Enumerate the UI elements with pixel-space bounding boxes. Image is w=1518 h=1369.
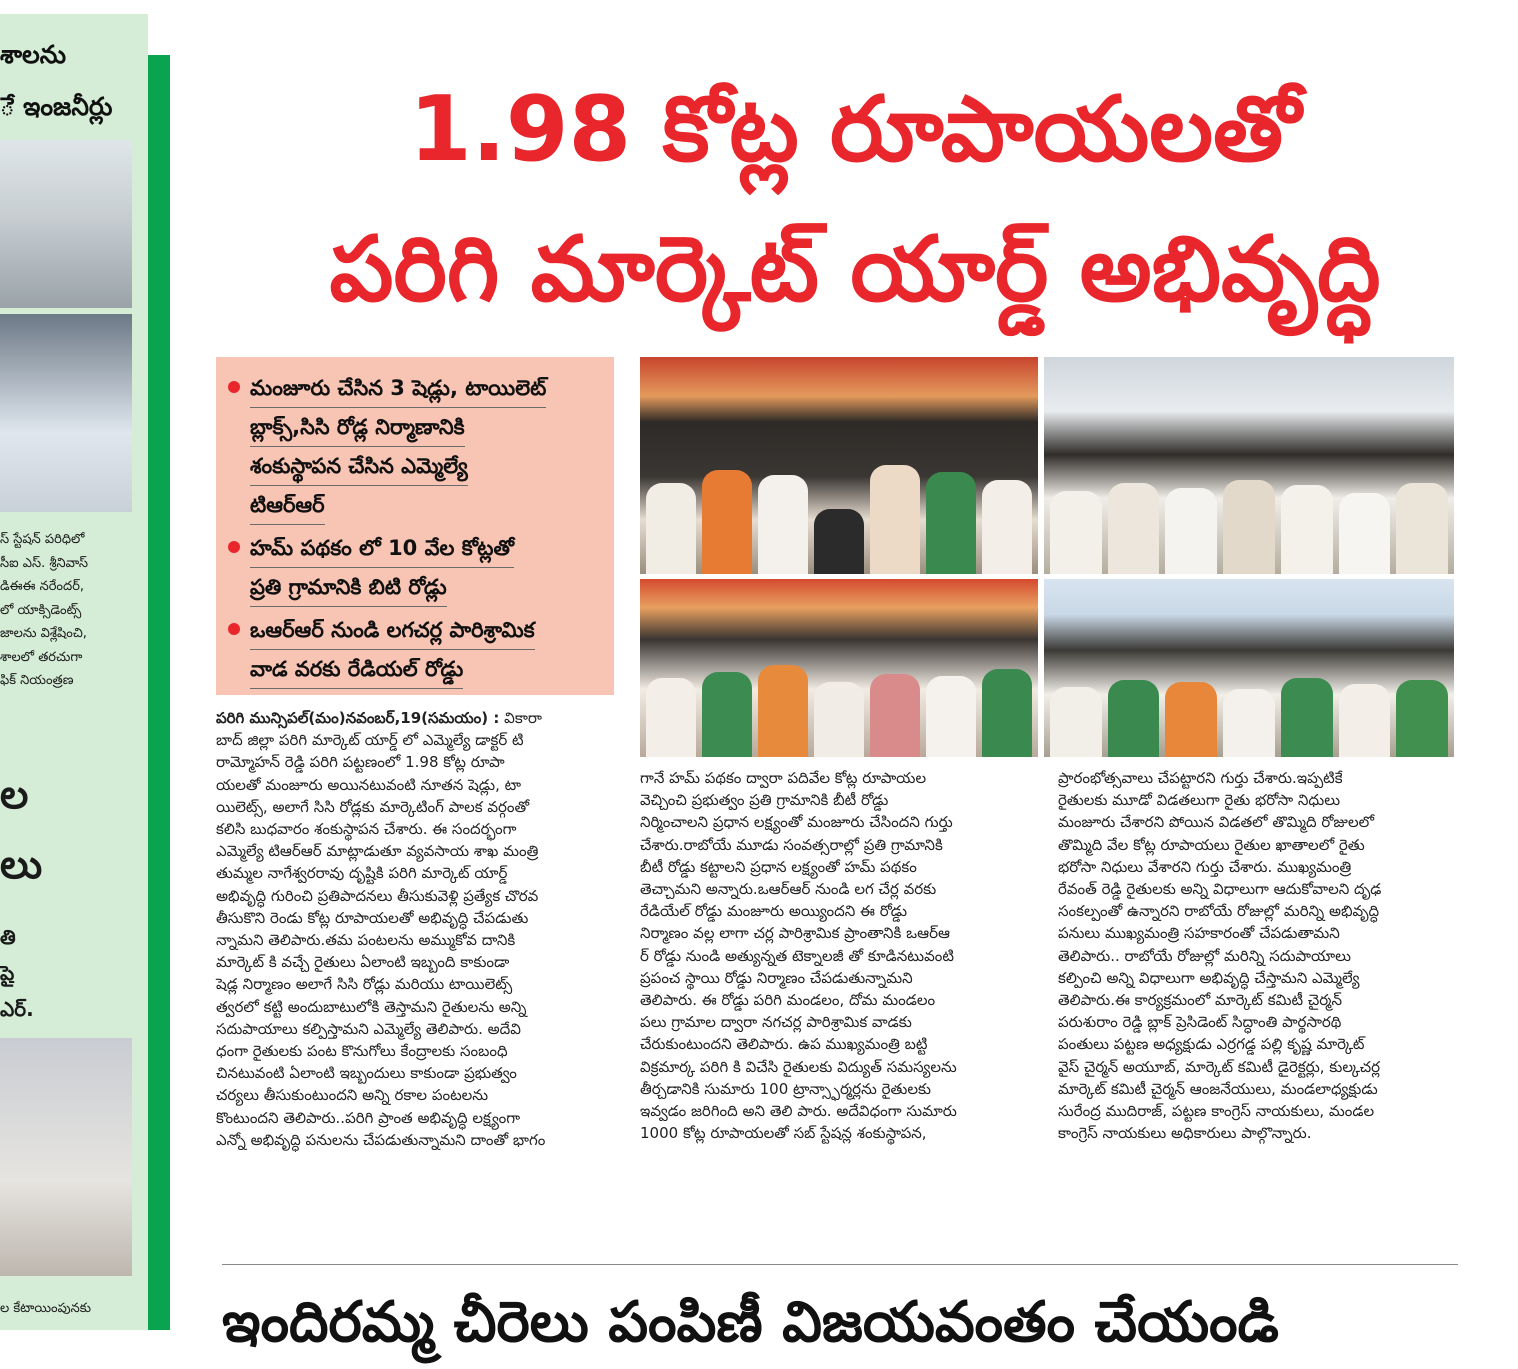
event-photo-inauguration bbox=[640, 579, 1038, 757]
highlight-item: మంజూరు చేసిన 3 షెడ్లు, టాయిలెట్ బ్లాక్స్,సిసి రోడ్ల నిర్మాణానికి శంకుస్థాపన చేసిన ఎమ్మెల్యే టిఆర్ఆర్ bbox=[226, 369, 602, 525]
sidebar-big-headline-1: ల bbox=[0, 772, 29, 818]
sidebar-big-headline-2: లు bbox=[0, 842, 43, 888]
article-column-3: ప్రారంభోత్సవాలు చేపట్టారని గుర్తు చేశారు.ఇప్పటికే రైతులకు మూడో విడతలుగా రైతు భరోసా నిధులు మంజూరు చేశారని పోయిన విడతలో తొమ్మిది రోజులలో తొమ్మిది వేల కోట్ల రూపాయలు రైతుల ఖాతాలలో రైతు భరోసా నిధులు వేశారని గుర్తు చేశారు. ముఖ్యమంత్రి రేవంత్ రెడ్డి రైతులకు అన్ని విధాలుగా ఆదుకోవాలని దృఢ సంకల్పంతో ఉన్నారని రాబోయే రోజుల్లో మరిన్ని అభివృద్ధి పనులు ముఖ్యమంత్రి సహకారంతో చేపడుతామని తెలిపారు.. రాబోయే రోజుల్లో మరిన్ని సదుపాయాలు కల్పించి అన్ని విధాలుగా అభివృద్ధి చేస్తామని ఎమ్మెల్యే తెలిపారు.ఈ కార్యక్రమంలో మార్కెట్ కమిటీ చైర్మన్ పరుశురాం రెడ్డి బ్లాక్ ప్రెసిడెంట్ సిద్ధాంతి పార్థసారథి పంతులు పట్టణ అధ్యక్షుడు ఎర్రగడ్డ పల్లి కృష్ణ మార్కెట్ వైస్ చైర్మన్ అయూబ్, మార్కెట్ కమిటీ డైరెక్టర్లు, కుల్కచర్ల మార్కెట్ కమిటీ చైర్మన్ ఆంజనేయులు, మండలాధ్యక్షుడు సురేంద్ర ముదిరాజ్, పట్టణ కాంగ్రెస్ నాయకులు, మండల కాంగ్రెస్ నాయకులు అధికారులు పాల్గొన్నారు. bbox=[1058, 769, 1382, 1143]
sidebar-photo-traffic-police bbox=[0, 140, 132, 308]
sidebar-photo-office bbox=[0, 1038, 132, 1276]
event-photo-foundation-stone bbox=[640, 357, 1038, 574]
event-photo-group bbox=[1044, 357, 1454, 574]
bullet-icon bbox=[228, 541, 240, 553]
section-divider bbox=[222, 1264, 1458, 1265]
green-column-divider bbox=[148, 55, 170, 1330]
next-story-headline: ఇందిరమ్మ చీరెలు పంపిణీ విజయవంతం చేయండి bbox=[222, 1290, 1279, 1355]
headline-line2: పరిగి మార్కెట్ యార్డ్ అభివృద్ధి bbox=[329, 217, 1381, 322]
highlights-box bbox=[216, 357, 614, 695]
dateline: పరిగి మున్సిపల్(మం)నవంబర్,19(సమయం) : bbox=[216, 709, 500, 727]
sidebar-subhead: తి పై ఎర్. bbox=[0, 925, 34, 1021]
article-column-2: గానే హమ్ పథకం ద్వారా పదివేల కోట్ల రూపాయల వెచ్చించి ప్రభుత్వం ప్రతి గ్రామానికి బీటీ రోడ్డు నిర్మించాలని ప్రధాన లక్ష్యంతో మంజూరు చేసిందని గుర్తు చేశారు.రాబోయే మూడు సంవత్సరాల్లో ప్రతి గ్రామానికి బీటీ రోడ్డు కట్టాలని ప్రధాన లక్ష్యంతో హమ్ పథకం తెచ్చామని అన్నారు.ఒఆర్ఆర్ నుండి లగ చేర్ల వరకు రేడియేల్ రోడ్డు మంజూరు అయ్యిందని ఈ రోడ్డు నిర్మాణం వల్ల లాగా చర్ల పారిశ్రామిక ప్రాంతానికి ఒఆర్ఆ ర్ రోడ్డు నుండి అత్యున్నత టెక్నాలజీ తో కూడినటువంటి ప్రపంచ స్థాయి రోడ్డు నిర్మాణం చేపడుతున్నామని తెలిపారు. ఈ రోడ్డు పరిగి మండలం, దోమ మండలం పలు గ్రామాల ద్వారా నగచర్ల పారిశ్రామిక వాడకు చేరుకుంటుందని తెలిపారు. ఉప ముఖ్యమంత్రి బట్టి విక్రమార్క పరిగి కి విచేసి రైతులకు విద్యుత్ సమస్యలను తీర్చడానికి సుమారు 100 ట్రాన్స్ఫార్మర్లను రైతులకు ఇవ్వడం జరిగింది అని తెలి పారు. అదేవిధంగా సుమారు 1000 కోట్ల రూపాయలతో సబ్ స్టేషన్ల శంకుస్థాపన, bbox=[640, 769, 957, 1143]
article-column-1: పరిగి మున్సిపల్(మం)నవంబర్,19(సమయం) : వికారా బాద్ జిల్లా పరిగి మార్కెట్ యార్డ్ లో ఎమ్మెల్యే డాక్టర్ టి రామ్మోహన్ రెడ్డి పరిగి పట్టణంలో 1.98 కోట్ల రూపా యలతో మంజూరు అయినటువంటి నూతన షెడ్లు, టా యిలెట్స్, అలాగే సిసి రోడ్లకు మార్కెటింగ్ పాలక వర్గంతో కలిసి బుధవారం శంకుస్థాపన చేశారు. ఈ సందర్భంగా ఎమ్మెల్యే టిఆర్ఆర్ మాట్లాడుతూ వ్యవసాయ శాఖ మంత్రి తుమ్మల నాగేశ్వరరావు దృష్టికి పరిగి మార్కెట్ యార్డ్ అభివృద్ధి గురించి ప్రతిపాదనలు తీసుకువెళ్లి ప్రత్యేక చొరవ తీసుకొని రెండు కోట్ల రూపాయలతో అభివృద్ధి చేపడుతు న్నామని తెలిపారు.తమ పంటలను అమ్ముకోవ దానికి మార్కెట్ కి వచ్చే రైతులు ఏలాంటి ఇబ్బంది కాకుండా షెడ్ల నిర్మాణం అలాగే సిసి రోడ్లు మరియు టాయిలెట్స్ త్వరలో కట్టి అందుబాటులోకి తెస్తామని రైతులను అన్ని సదుపాయాలు కల్పిస్తామని ఎమ్మెల్యే తెలిపారు. అదేవి ధంగా రైతులకు పంట కొనుగోలు కేంద్రాలకు సంబంధి చినటువంటి ఏలాంటి ఇబ్బందులు కాకుండా ప్రభుత్వం చర్యలు తీసుకుంటుందని అన్ని రకాల పంటలను కొంటుందని తెలిపారు..పరిగి ప్రాంత అభివృద్ధి లక్ష్యంగా ఎన్నో అభివృద్ధి పనులను చేపడుతున్నామని దాంతో భాగం bbox=[216, 709, 546, 1149]
sidebar-photo-highway-mobile bbox=[0, 314, 132, 512]
adjacent-story-sidebar bbox=[0, 14, 148, 1330]
sidebar-bottom-text: ల కేటాయింపునకు bbox=[0, 1301, 92, 1316]
headline-line1: 1.98 కోట్ల రూపాయలతో bbox=[409, 77, 1301, 182]
bullet-icon bbox=[228, 623, 240, 635]
highlight-item: హమ్ పథకం లో 10 వేల కోట్లతో ప్రతి గ్రామానికి బిటి రోడ్లు bbox=[226, 529, 602, 607]
bullet-icon bbox=[228, 381, 240, 393]
sidebar-body-text: స్ స్టేషన్ పరిధిలో సీఐ ఎస్. శ్రీనివాస్ డిఈఈ నరేందర్, లో యాక్సిడెంట్స్ జాలను విశ్లేషించి, శాలలో తరచుగా ఫిక్ నియంత్రణ bbox=[0, 532, 88, 688]
sidebar-headline-line2: ే ఇంజనీర్లు bbox=[0, 92, 113, 121]
event-photo-crowd bbox=[1044, 579, 1454, 757]
highlight-item: ఒఆర్ఆర్ నుండి లగచర్ల పారిశ్రామిక వాడ వరకు రేడియల్ రోడ్డు bbox=[226, 611, 602, 689]
main-headline bbox=[210, 60, 1500, 340]
sidebar-headline-line1: శాలను bbox=[0, 40, 66, 69]
